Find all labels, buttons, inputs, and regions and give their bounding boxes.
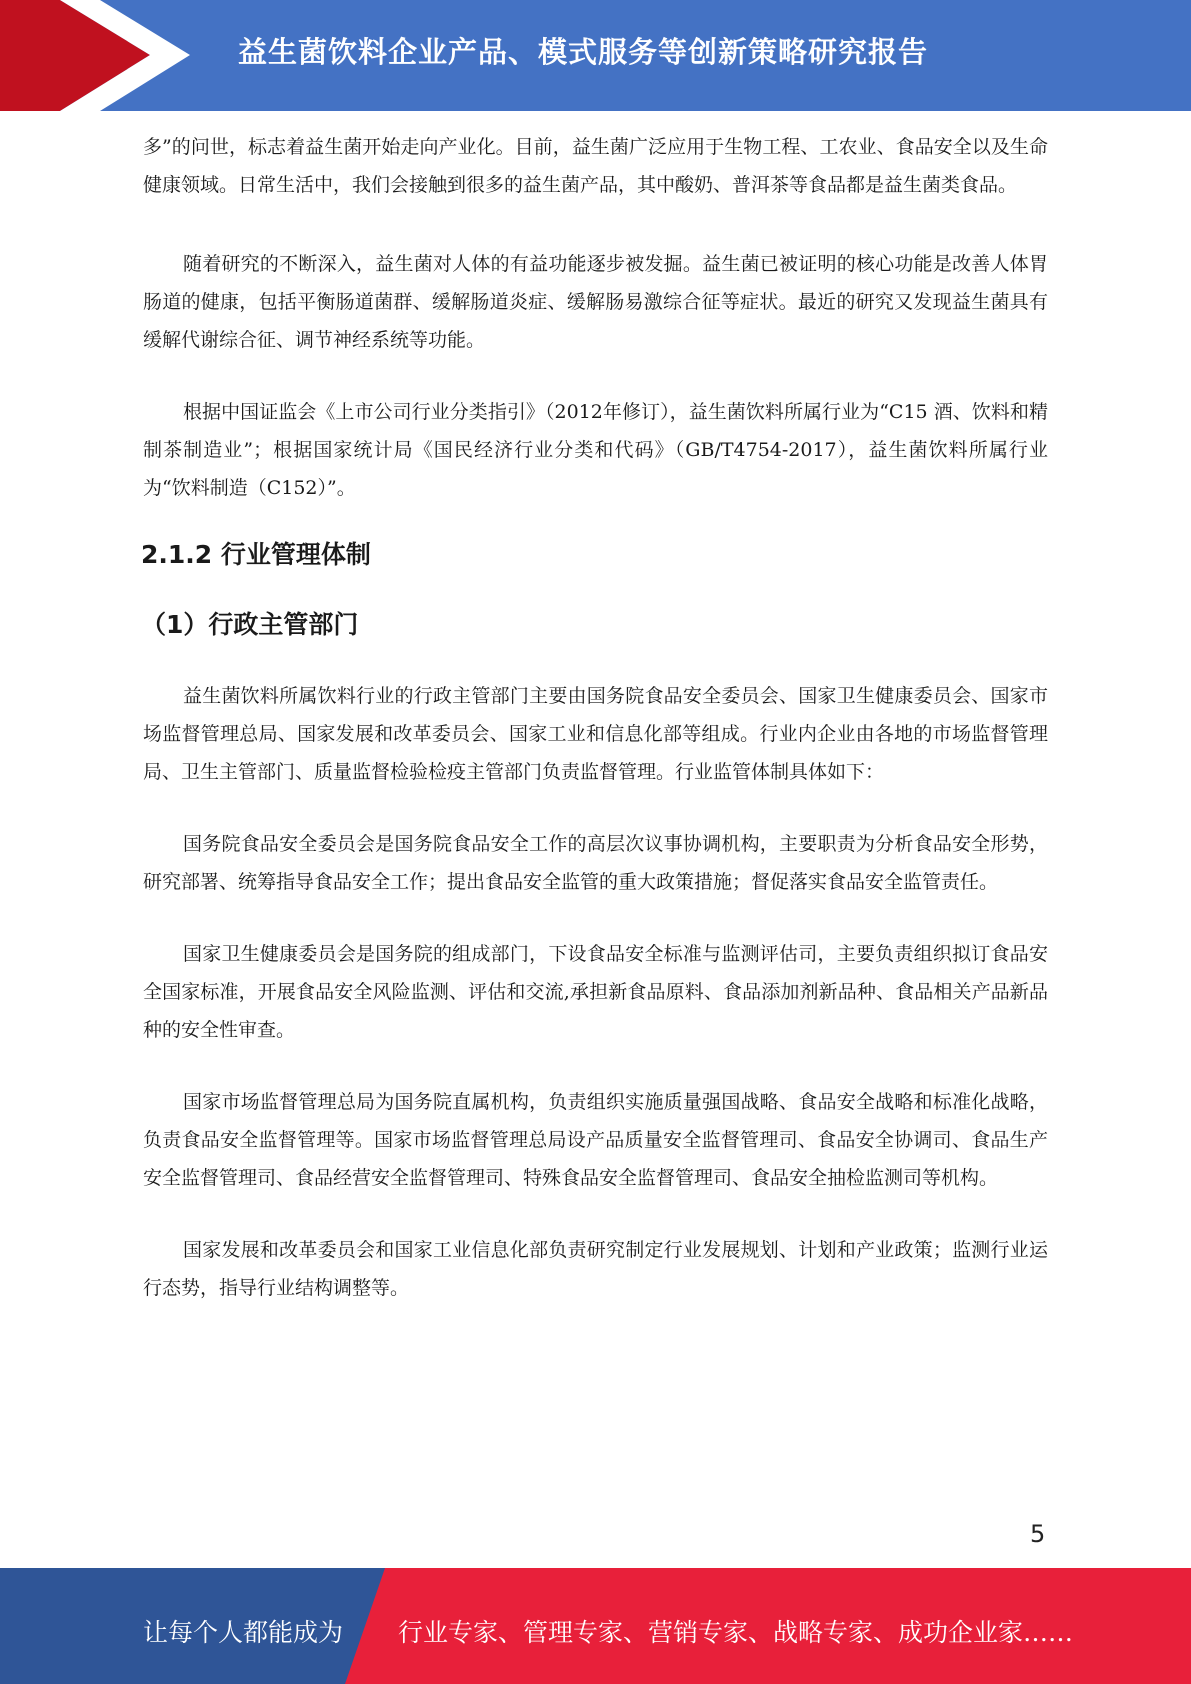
- footer-slogan-right: 行业专家、管理专家、营销专家、战略专家、成功企业家……: [398, 1618, 1074, 1647]
- report-title: 益生菌饮料企业产品、模式服务等创新策略研究报告: [238, 35, 929, 69]
- page-content: [143, 128, 1048, 1307]
- paragraph-health-commission: 国家卫生健康委员会是国务院的组成部门，下设食品安全标准与监测评估司，主要负责组织拟订食品安全国家标准，开展食品安全风险监测、评估和交流,承担新食品原料、食品添加剂新品种、食品相关产品新品种的安全性审查。: [143, 943, 1048, 1041]
- page-footer: [0, 1568, 1191, 1684]
- subsection-heading: （1）行政主管部门: [141, 610, 359, 639]
- paragraph-authorities: 益生菌饮料所属饮料行业的行政主管部门主要由国务院食品安全委员会、国家卫生健康委员会、国家市场监督管理总局、国家发展和改革委员会、国家工业和信息化部等组成。行业内企业由各地的市场监督管理局、卫生主管部门、质量监督检验检疫主管部门负责监督管理。行业监管体制具体如下：: [143, 685, 1048, 783]
- paragraph-food-safety-commission: 国务院食品安全委员会是国务院食品安全工作的高层次议事协调机构，主要职责为分析食品安全形势，研究部署、统筹指导食品安全工作；提出食品安全监管的重大政策措施；督促落实食品安全监管责任。: [143, 833, 1048, 893]
- page-header: [0, 0, 1191, 111]
- paragraph-market-regulation: 国家市场监督管理总局为国务院直属机构，负责组织实施质量强国战略、食品安全战略和标准化战略，负责食品安全监督管理等。国家市场监督管理总局设产品质量安全监督管理司、食品安全协调司、食品生产安全监督管理司、食品经营安全监督管理司、特殊食品安全监督管理司、食品安全抽检监测司等机构。: [143, 1091, 1048, 1189]
- paragraph-intro-continued: 多”的问世，标志着益生菌开始走向产业化。目前，益生菌广泛应用于生物工程、工农业、食品安全以及生命健康领域。日常生活中，我们会接触到很多的益生菌产品，其中酸奶、普洱茶等食品都是益生菌类食品。: [143, 136, 1048, 196]
- footer-slogan-left: 让每个人都能成为: [143, 1618, 344, 1647]
- paragraph-probiotic-functions: 随着研究的不断深入，益生菌对人体的有益功能逐步被发掘。益生菌已被证明的核心功能是改善人体胃肠道的健康，包括平衡肠道菌群、缓解肠道炎症、缓解肠易激综合征等症状。最近的研究又发现益生菌具有缓解代谢综合征、调节神经系统等功能。: [143, 253, 1048, 351]
- page-number: 5: [1030, 1520, 1046, 1548]
- paragraph-industry-classification: 根据中国证监会《上市公司行业分类指引》（2012年修订），益生菌饮料所属行业为“C15 酒、饮料和精制茶制造业”；根据国家统计局《国民经济行业分类和代码》（GB/T4754-2017），益生菌饮料所属行业为“饮料制造（C152）”。: [143, 401, 1048, 499]
- section-heading: 2.1.2 行业管理体制: [141, 540, 371, 569]
- paragraph-development-commission: 国家发展和改革委员会和国家工业信息化部负责研究制定行业发展规划、计划和产业政策；监测行业运行态势，指导行业结构调整等。: [143, 1239, 1048, 1299]
